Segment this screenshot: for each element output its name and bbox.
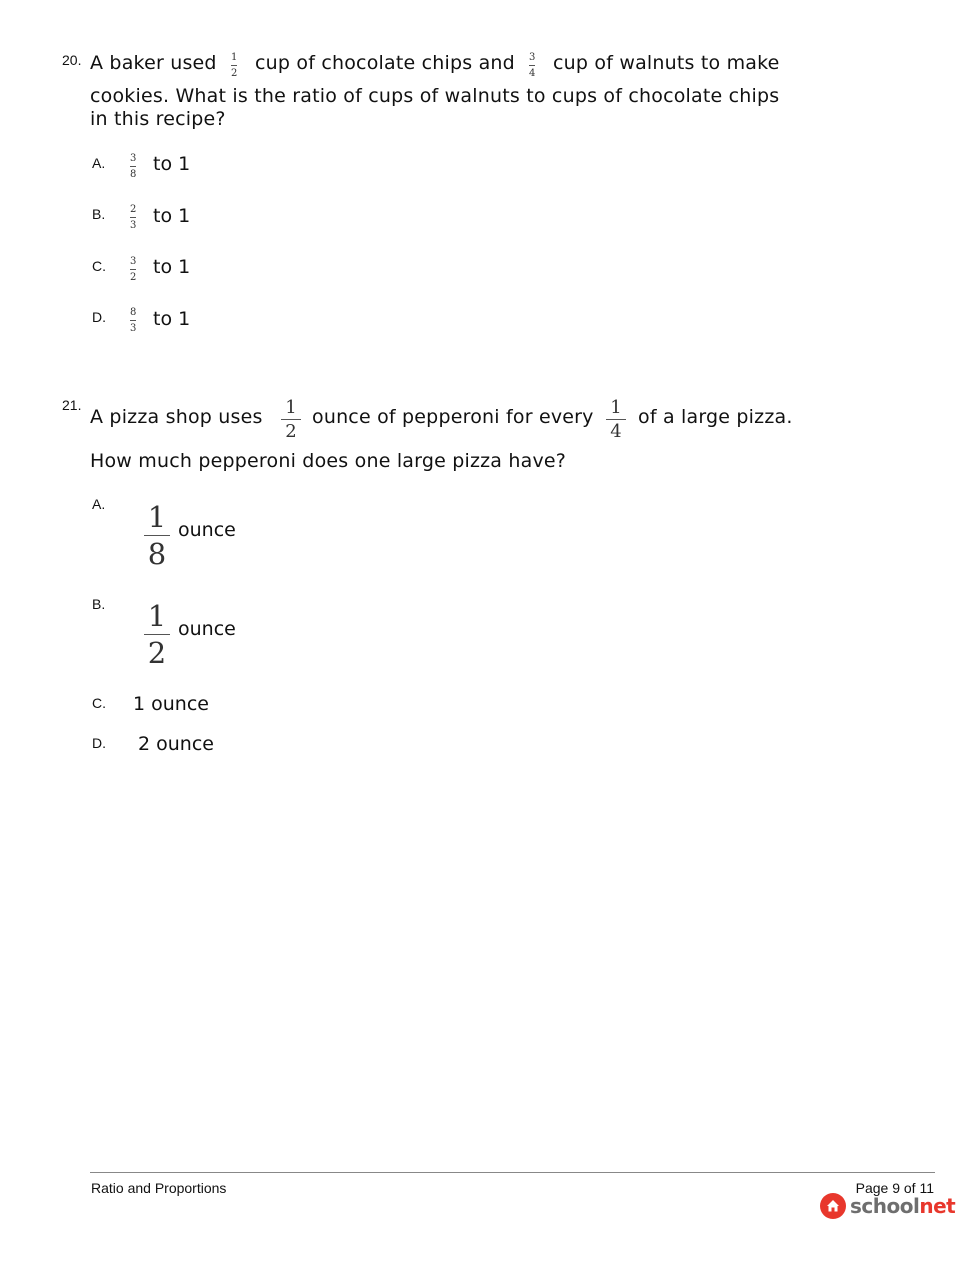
fraction-bar [529,65,535,66]
question-text-line: ounce of pepperoni for every [312,406,594,428]
option-fraction [130,256,136,283]
fraction-bar [231,65,237,66]
fraction-bar [130,217,136,218]
fraction-denominator: 8 [147,537,167,571]
option-fraction [144,502,170,569]
fraction-denominator: 2 [231,68,238,79]
fraction-numerator: 8 [130,307,137,318]
fraction-bar [281,419,301,420]
option-text: to 1 [153,256,191,278]
option-letter: B. [92,206,106,222]
footer-title: Ratio and Proportions [91,1180,227,1196]
fraction-bar [144,634,170,635]
logo-text [850,1194,955,1218]
logo-text-school: school [850,1194,920,1218]
logo-text-net: net [919,1194,956,1218]
fraction-numerator: 3 [130,153,137,164]
option-letter: A. [92,496,106,512]
question-text-line: of a large pizza. [638,406,793,428]
fraction [231,52,237,79]
fraction-bar [130,166,136,167]
option-fraction [144,601,170,668]
fraction-bar [130,269,136,270]
question-number: 20. [62,52,82,68]
fraction-denominator: 8 [130,169,137,180]
schoolnet-logo [820,1193,955,1219]
fraction-numerator: 1 [610,397,622,418]
option-text: 1 ounce [133,693,209,715]
question-text-line: A pizza shop uses [90,406,263,428]
fraction-bar [130,320,136,321]
option-letter: D. [92,735,106,751]
option-fraction [130,307,136,334]
question-text-line: A baker used [90,52,217,74]
option-text: ounce [178,519,236,541]
fraction-numerator: 1 [231,52,238,63]
fraction-denominator: 2 [147,636,167,670]
fraction-numerator: 3 [130,256,137,267]
footer-divider [90,1172,935,1173]
option-text: to 1 [153,153,191,175]
option-text: to 1 [153,308,191,330]
question-text-line: cup of walnuts to make [553,52,780,74]
fraction-denominator: 3 [130,323,137,334]
fraction-denominator: 4 [529,68,536,79]
fraction-denominator: 4 [610,421,622,442]
option-letter: A. [92,155,106,171]
question-number: 21. [62,397,82,413]
fraction-numerator: 1 [285,397,297,418]
fraction-bar [606,419,626,420]
fraction-numerator: 1 [147,599,167,633]
option-text: to 1 [153,205,191,227]
option-letter: D. [92,309,106,325]
fraction-denominator: 2 [130,272,137,283]
option-fraction [130,153,136,180]
question-text-line: in this recipe? [90,108,226,130]
question-text-line: cup of chocolate chips and [255,52,515,74]
option-letter: C. [92,695,106,711]
fraction-numerator: 2 [130,204,137,215]
option-letter: C. [92,258,106,274]
option-text: 2 ounce [138,733,214,755]
fraction-denominator: 2 [285,421,297,442]
fraction-numerator: 1 [147,500,167,534]
house-icon [820,1193,846,1219]
fraction [606,398,626,441]
option-letter: B. [92,596,106,612]
fraction-numerator: 3 [529,52,536,63]
fraction-denominator: 3 [130,220,137,231]
option-text: ounce [178,618,236,640]
question-text-line: How much pepperoni does one large pizza have? [90,450,567,472]
page-number: Page 9 of 11 [855,1180,934,1196]
fraction [529,52,535,79]
option-fraction [130,204,136,231]
fraction [281,398,301,441]
question-text-line: cookies. What is the ratio of cups of walnuts to cups of chocolate chips [90,85,780,107]
fraction-bar [144,535,170,536]
